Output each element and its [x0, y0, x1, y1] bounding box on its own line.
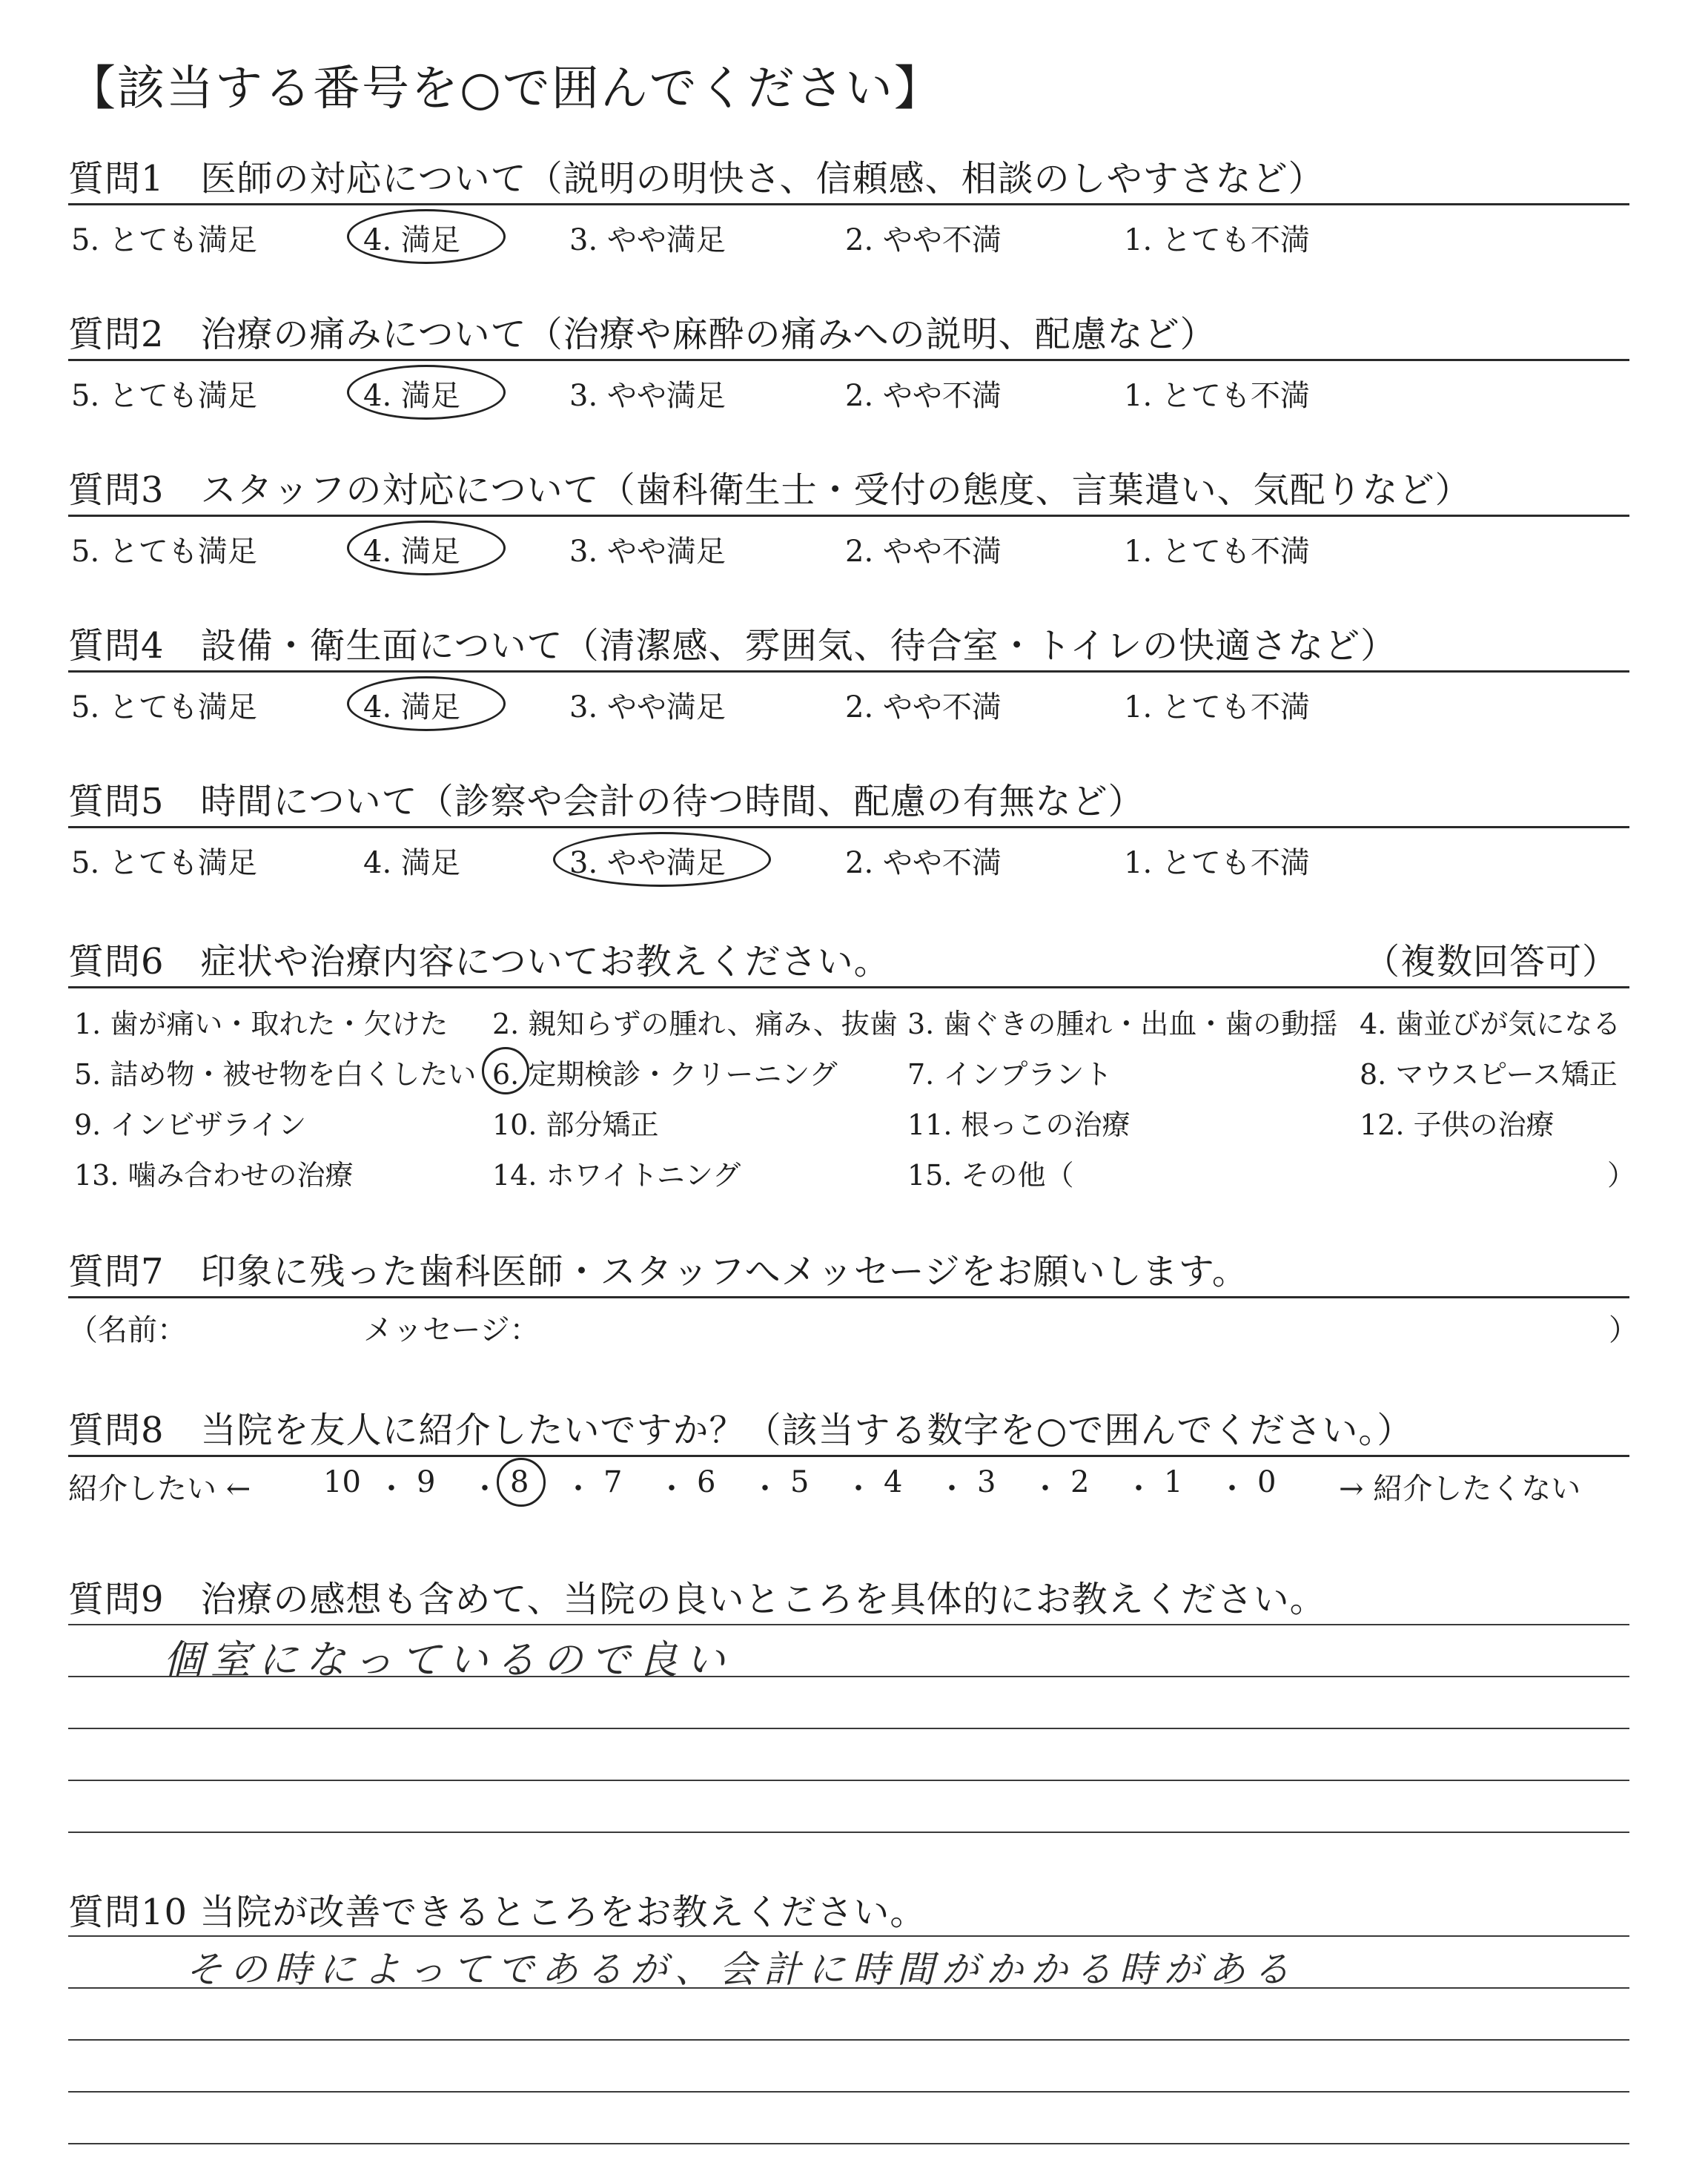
q3-rule [68, 515, 1629, 517]
q1-option[interactable]: 5. とても満足 [71, 223, 257, 257]
q8-scale-value[interactable]: 5 [790, 1465, 810, 1499]
q8-separator: ・ [937, 1472, 967, 1506]
q2-option[interactable]: 4. 満足 [363, 379, 460, 413]
q5-option[interactable]: 4. 満足 [363, 846, 460, 880]
q3-option[interactable]: 3. やや満足 [569, 535, 726, 569]
q9-line [68, 1624, 1629, 1625]
q6-option[interactable]: 2. 親知らずの腫れ、痛み、抜歯 [492, 1008, 898, 1040]
q6-option[interactable]: 3. 歯ぐきの腫れ・出血・歯の動揺 [907, 1008, 1338, 1040]
q6-option[interactable]: 12. 子供の治療 [1360, 1109, 1555, 1141]
q3-option[interactable]: 2. やや不満 [845, 535, 1002, 569]
q10-line [68, 2143, 1629, 2144]
q8-separator: ・ [657, 1472, 686, 1506]
q5-option[interactable]: 1. とても不満 [1124, 846, 1310, 880]
q7-name-label: （名前： [68, 1313, 187, 1347]
q6-option[interactable]: 14. ホワイトニング [492, 1159, 741, 1192]
q7-rule [68, 1296, 1629, 1298]
q8-rule [68, 1455, 1629, 1457]
q6-option[interactable]: 4. 歯並びが気になる [1360, 1008, 1621, 1040]
q2-rule [68, 359, 1629, 361]
q9-line [68, 1728, 1629, 1729]
q10-line [68, 2091, 1629, 2093]
q1-option[interactable]: 2. やや不満 [845, 223, 1002, 257]
q8-left-label: 紹介したい ← [68, 1472, 251, 1506]
q3-option[interactable]: 4. 満足 [363, 535, 460, 569]
q9-handwritten-answer: 個室になっているので良い [163, 1636, 732, 1683]
q2-option[interactable]: 5. とても満足 [71, 379, 257, 413]
q8-separator: ・ [377, 1472, 406, 1506]
q3-option[interactable]: 5. とても満足 [71, 535, 257, 569]
q3-title: 質問3 スタッフの対応について（歯科衛生士・受付の態度、言葉遣い、気配りなど） [68, 469, 1472, 511]
q6-option[interactable]: 1. 歯が痛い・取れた・欠けた [74, 1008, 448, 1040]
q2-option[interactable]: 2. やや不満 [845, 379, 1002, 413]
q6-title: 質問6 症状や治療内容についてお教えください。 [68, 941, 890, 982]
q4-option[interactable]: 5. とても満足 [71, 690, 257, 724]
q1-rule [68, 203, 1629, 205]
q2-title: 質問2 治療の痛みについて（治療や麻酔の痛みへの説明、配慮など） [68, 314, 1217, 355]
q1-option[interactable]: 3. やや満足 [569, 223, 726, 257]
q5-rule [68, 826, 1629, 828]
q8-separator: ・ [844, 1472, 873, 1506]
q6-option[interactable]: 5. 詰め物・被せ物を白くしたい [74, 1058, 477, 1091]
q10-handwritten-answer: その時によってであるが、会計に時間がかかる時がある [185, 1948, 1297, 1991]
q8-scale-value[interactable]: 8 [510, 1465, 529, 1499]
q8-right-label: → 紹介したくない [1339, 1472, 1581, 1506]
q6-rule [68, 986, 1629, 988]
form-header: 【該当する番号を○で囲んでください】 [68, 62, 943, 116]
q7-close-paren: ） [1609, 1313, 1638, 1347]
q8-scale-value[interactable]: 2 [1070, 1465, 1090, 1499]
q2-option[interactable]: 3. やや満足 [569, 379, 726, 413]
q10-line [68, 1987, 1629, 1989]
q4-option[interactable]: 4. 満足 [363, 690, 460, 724]
q10-line [68, 1935, 1629, 1937]
q9-line [68, 1780, 1629, 1781]
q3-option[interactable]: 1. とても不満 [1124, 535, 1310, 569]
q8-scale-value[interactable]: 3 [977, 1465, 996, 1499]
q8-separator: ・ [563, 1472, 593, 1506]
q1-title: 質問1 医師の対応について（説明の明快さ、信頼感、相談のしやすさなど） [68, 158, 1325, 199]
q5-option[interactable]: 5. とても満足 [71, 846, 257, 880]
q6-note: （複数回答可） [1364, 941, 1619, 982]
q10-line [68, 2039, 1629, 2041]
q8-separator: ・ [470, 1472, 500, 1506]
q6-option[interactable]: 13. 噛み合わせの治療 [74, 1159, 354, 1192]
q9-line [68, 1832, 1629, 1833]
q4-option[interactable]: 3. やや満足 [569, 690, 726, 724]
q5-option[interactable]: 3. やや満足 [569, 846, 726, 880]
q8-scale-value[interactable]: 4 [884, 1465, 903, 1499]
q6-option[interactable]: 10. 部分矯正 [492, 1109, 659, 1141]
q2-option[interactable]: 1. とても不満 [1124, 379, 1310, 413]
q4-option[interactable]: 2. やや不満 [845, 690, 1002, 724]
q8-scale-value[interactable]: 10 [323, 1465, 361, 1499]
q8-scale-value[interactable]: 0 [1257, 1465, 1277, 1499]
q8-scale-value[interactable]: 7 [603, 1465, 623, 1499]
q8-separator: ・ [1124, 1472, 1153, 1506]
q6-other-close: ） [1607, 1159, 1636, 1192]
q6-option[interactable]: 8. マウスピース矯正 [1360, 1058, 1618, 1091]
q6-option[interactable]: 9. インビザライン [74, 1109, 307, 1141]
q4-rule [68, 670, 1629, 673]
q1-option[interactable]: 4. 満足 [363, 223, 460, 257]
q7-message-label: メッセージ： [363, 1313, 540, 1347]
q4-option[interactable]: 1. とても不満 [1124, 690, 1310, 724]
q9-line [68, 1676, 1629, 1677]
q8-title: 質問8 当院を友人に紹介したいですか？（該当する数字を○で囲んでください。） [68, 1410, 1414, 1451]
q6-option[interactable]: 7. インプラント [907, 1058, 1113, 1091]
q8-scale-value[interactable]: 1 [1164, 1465, 1183, 1499]
q8-separator: ・ [1217, 1472, 1247, 1506]
q8-separator: ・ [1030, 1472, 1060, 1506]
q5-option[interactable]: 2. やや不満 [845, 846, 1002, 880]
q6-option-other[interactable]: 15. その他（ [907, 1159, 1074, 1192]
q8-scale-value[interactable]: 6 [697, 1465, 716, 1499]
q9-title: 質問9 治療の感想も含めて、当院の良いところを具体的にお教えください。 [68, 1579, 1326, 1620]
q1-option[interactable]: 1. とても不満 [1124, 223, 1310, 257]
q8-separator: ・ [750, 1472, 780, 1506]
q4-title: 質問4 設備・衛生面について（清潔感、雰囲気、待合室・トイレの快適さなど） [68, 625, 1397, 667]
q6-option[interactable]: 11. 根っこの治療 [907, 1109, 1131, 1141]
q10-title: 質問10 当院が改善できるところをお教えください。 [68, 1892, 927, 1933]
q6-option-selected[interactable]: 6. 定期検診・クリーニング [492, 1058, 838, 1091]
q5-title: 質問5 時間について（診察や会計の待つ時間、配慮の有無など） [68, 781, 1145, 822]
q8-scale-value[interactable]: 9 [417, 1465, 436, 1499]
q7-title: 質問7 印象に残った歯科医師・スタッフへメッセージをお願いします。 [68, 1251, 1248, 1292]
